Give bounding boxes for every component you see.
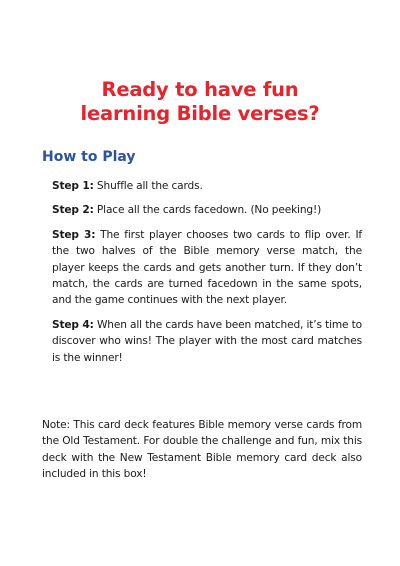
step-1 xyxy=(52,178,362,194)
step-text: Place all the cards facedown. (No peeking!) xyxy=(93,204,322,217)
step-4 xyxy=(52,317,362,366)
how-to-play-heading: How to Play xyxy=(42,149,136,165)
step-text: The first player chooses two cards to flip over. If the two halves of the Bible memory verse match, the player keeps the cards and gets another turn. If they don’t match, the cards are turned facedown in the same spots, and the game continues with the next player. xyxy=(52,228,362,307)
note-paragraph: Note: This card deck features Bible memory verse cards from the Old Testament. For double the challenge and fun, mix this deck with the New Testament Bible memory card deck also included in this box! xyxy=(42,419,362,481)
headline xyxy=(0,78,400,126)
step-label: Step 3: xyxy=(52,228,96,241)
headline-line-2: learning Bible verses? xyxy=(80,102,320,125)
steps-list xyxy=(52,178,362,374)
step-label: Step 4: xyxy=(52,318,94,331)
step-text: Shuffle all the cards. xyxy=(93,180,203,192)
headline-line-1: Ready to have fun xyxy=(101,78,299,101)
step-text: When all the cards have been matched, it’s time to discover who wins! The player with the most card matches is the winner! xyxy=(52,318,362,364)
step-3 xyxy=(52,227,362,309)
step-2 xyxy=(52,202,362,218)
step-label: Step 1: xyxy=(52,180,94,192)
step-label: Step 2: xyxy=(52,204,94,217)
